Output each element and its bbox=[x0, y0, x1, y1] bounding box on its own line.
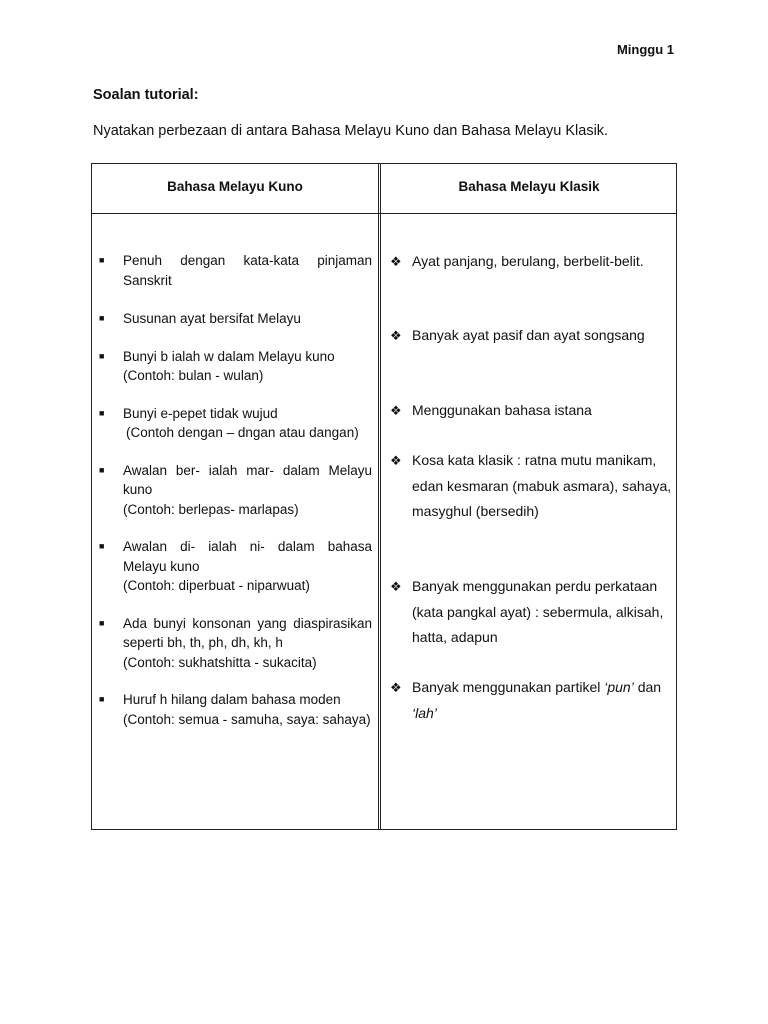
list-item-text: Bunyi b ialah w dalam Melayu kuno bbox=[123, 348, 335, 364]
list-item-text: Huruf h hilang dalam bahasa moden bbox=[123, 692, 341, 707]
particle-lah: ‘lah’ bbox=[412, 704, 437, 721]
list-item bbox=[380, 398, 680, 424]
list-item-text: Menggunakan bahasa istana bbox=[412, 402, 592, 418]
list-item-text-mid: dan bbox=[633, 679, 662, 695]
list-item-example: (Contoh: berlepas- marlapas) bbox=[123, 501, 299, 517]
list-item bbox=[92, 404, 378, 443]
left-column-header: Bahasa Melayu Kuno bbox=[167, 179, 303, 194]
list-item-text: Bunyi e-pepet tidak wujud bbox=[123, 405, 278, 421]
diamond-bullet-icon: ❖ bbox=[390, 254, 402, 269]
list-item bbox=[92, 614, 378, 673]
comparison-table bbox=[91, 163, 677, 830]
list-item-example: (Contoh: bulan - wulan) bbox=[123, 368, 264, 383]
list-item-text: Banyak menggunakan perdu perkataan (kata pangkal ayat) : sebermula, alkisah, hatta, adapun bbox=[412, 578, 664, 645]
list-item-example: (Contoh: sukhatshitta - sukacita) bbox=[123, 654, 317, 670]
list-item-text: Ayat panjang, berulang, berbelit-belit. bbox=[412, 253, 644, 269]
list-item bbox=[92, 690, 378, 729]
list-item-text: Awalan di- ialah ni- dalam bahasa Melayu kuno bbox=[123, 539, 372, 574]
square-bullet-icon: ■ bbox=[99, 313, 105, 323]
question-text: Nyatakan perbezaan di antara Bahasa Melayu Kuno dan Bahasa Melayu Klasik. bbox=[93, 123, 609, 139]
diamond-bullet-icon: ❖ bbox=[390, 328, 402, 343]
list-item-text-before: Banyak menggunakan partikel bbox=[412, 679, 605, 695]
list-item-text: Kosa kata klasik : ratna mutu manikam, edan kesmaran (mabuk asmara), sahaya, masyghul (bersedih) bbox=[412, 452, 672, 519]
list-item-text: Ada bunyi konsonan yang diaspirasikan seperti bh, th, ph, dh, kh, h bbox=[123, 615, 372, 650]
diamond-bullet-icon: ❖ bbox=[390, 579, 402, 594]
diamond-bullet-icon: ❖ bbox=[390, 403, 402, 418]
list-item bbox=[92, 537, 378, 596]
square-bullet-icon: ■ bbox=[99, 541, 105, 551]
right-column-header: Bahasa Melayu Klasik bbox=[458, 179, 600, 194]
list-item bbox=[380, 675, 680, 726]
list-item-text: Penuh dengan kata-kata pinjaman Sanskrit bbox=[123, 253, 372, 288]
section-heading: Soalan tutorial: bbox=[93, 87, 199, 103]
square-bullet-icon: ■ bbox=[99, 407, 105, 418]
particle-pun: ‘pun’ bbox=[604, 679, 634, 695]
list-item bbox=[92, 251, 378, 290]
list-item bbox=[380, 323, 680, 349]
square-bullet-icon: ■ bbox=[99, 617, 105, 628]
diamond-bullet-icon: ❖ bbox=[390, 453, 402, 468]
left-bullet-list bbox=[92, 251, 378, 729]
list-item bbox=[92, 461, 378, 520]
square-bullet-icon: ■ bbox=[99, 350, 105, 361]
list-item-text: Awalan ber- ialah mar- dalam Melayu kuno bbox=[123, 462, 372, 497]
list-item-example: (Contoh dengan – dngan atau dangan) bbox=[126, 425, 359, 440]
list-item-text: Susunan ayat bersifat Melayu bbox=[123, 311, 301, 326]
diamond-bullet-icon: ❖ bbox=[390, 680, 402, 695]
list-item-example: (Contoh: diperbuat - niparwuat) bbox=[123, 578, 310, 593]
list-item bbox=[380, 249, 680, 275]
square-bullet-icon: ■ bbox=[99, 255, 105, 265]
header-divider bbox=[92, 213, 676, 214]
square-bullet-icon: ■ bbox=[99, 464, 105, 475]
list-item bbox=[92, 347, 378, 386]
list-item bbox=[380, 574, 680, 651]
list-item bbox=[380, 448, 680, 525]
week-label: Minggu 1 bbox=[616, 42, 674, 57]
column-divider bbox=[378, 164, 379, 829]
list-item-text: Banyak ayat pasif dan ayat songsang bbox=[412, 327, 645, 343]
list-item bbox=[92, 309, 378, 329]
square-bullet-icon: ■ bbox=[99, 694, 105, 704]
list-item-example: (Contoh: semua - samuha, saya: sahaya) bbox=[123, 711, 371, 727]
